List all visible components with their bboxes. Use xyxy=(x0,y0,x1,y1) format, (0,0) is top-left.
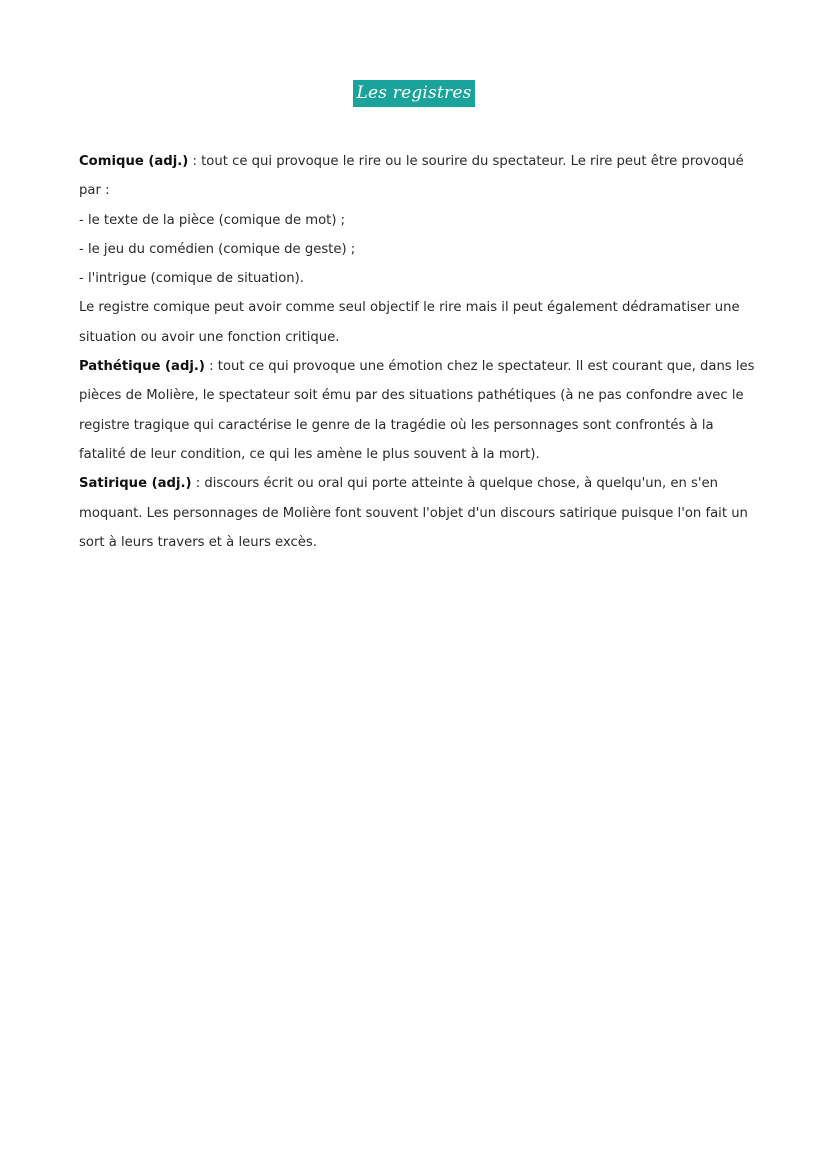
paragraph-line xyxy=(79,293,740,322)
line-text: - le jeu du comédien (comique de geste) ; xyxy=(79,241,356,257)
title-container xyxy=(0,80,828,107)
term-pathetique: Pathétique (adj.) xyxy=(79,359,205,375)
paragraph-line xyxy=(79,323,729,352)
line-text: situation ou avoir une fonction critique. xyxy=(79,329,340,345)
list-item xyxy=(79,235,729,264)
term-comique: Comique (adj.) xyxy=(79,154,189,169)
line-text: pièces de Molière, le spectateur soit ému par des situations pathétiques (à ne pas confondre avec le xyxy=(79,388,744,404)
paragraph-line xyxy=(79,176,729,205)
list-item xyxy=(79,206,729,235)
line-text: fatalité de leur condition, ce qui les amène le plus souvent à la mort). xyxy=(79,446,540,462)
line-text: - l'intrigue (comique de situation). xyxy=(79,271,304,287)
line-text: sort à leurs travers et à leurs excès. xyxy=(79,534,317,550)
line-text: par : xyxy=(79,183,110,199)
paragraph-line xyxy=(79,528,729,557)
paragraph-line xyxy=(79,381,744,410)
term-satirique: Satirique (adj.) xyxy=(79,476,192,492)
line-text: registre tragique qui caractérise le genre de la tragédie où les personnages sont confrontés à la xyxy=(79,417,714,433)
paragraph-line xyxy=(79,147,744,176)
line-text: Le registre comique peut avoir comme seul objectif le rire mais il peut également dédramatiser une xyxy=(79,300,740,316)
line-text: - le texte de la pièce (comique de mot) ; xyxy=(79,212,346,228)
document-body xyxy=(79,147,755,557)
paragraph-line xyxy=(79,411,729,440)
paragraph-line xyxy=(79,352,755,381)
line-text: : tout ce qui provoque le rire ou le sourire du spectateur. Le rire peut être provoqué xyxy=(188,154,744,169)
list-item xyxy=(79,264,729,293)
line-text: : discours écrit ou oral qui porte atteinte à quelque chose, à quelqu'un, en s'en xyxy=(191,476,718,492)
line-text: : tout ce qui provoque une émotion chez le spectateur. Il est courant que, dans les xyxy=(204,359,755,375)
paragraph-line xyxy=(79,469,729,498)
line-text: moquant. Les personnages de Molière font souvent l'objet d'un discours satirique puisque l'on fait un xyxy=(79,505,748,521)
paragraph-line xyxy=(79,499,748,528)
page-title: Les registres xyxy=(353,80,474,107)
paragraph-line xyxy=(79,440,729,469)
